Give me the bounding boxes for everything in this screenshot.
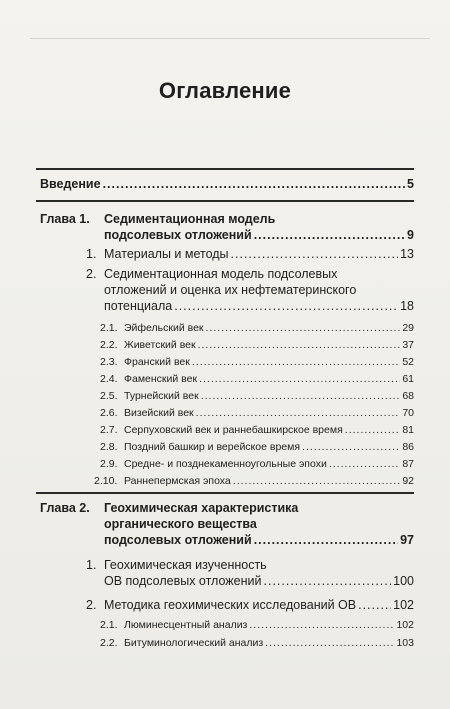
subsection-title: Поздний башкир и верейское время [124,441,301,453]
toc-page-number: 13 [400,247,414,261]
toc-page-number: 92 [402,475,414,487]
dot-leader [231,246,399,262]
separator-chapter1 [36,492,414,494]
dot-leader [264,573,392,589]
dot-leader [329,456,400,472]
subsection-number: 2.7. [100,424,118,436]
subsection-number: 2.1. [100,619,118,631]
toc-page-number: 18 [400,299,414,313]
subsection-title: Живетский век [124,339,196,351]
subsection-title: Эйфельский век [124,322,204,334]
toc-entry-section[interactable] [104,597,414,613]
toc-page-number: 70 [402,407,414,419]
chapter-title: органического вещества [104,517,257,531]
subsection-number: 2.8. [100,441,118,453]
separator-intro [36,200,414,202]
dot-leader [358,597,391,613]
toc-entry-chapter1[interactable] [104,227,414,243]
dot-leader [254,227,405,243]
toc-page-number: 61 [402,373,414,385]
dot-leader [196,405,401,421]
subsection-number: 2.4. [100,373,118,385]
chapter-label: Глава 2. [40,501,90,515]
toc-entry-subsection[interactable] [124,320,414,336]
toc-page-number: 97 [400,533,414,547]
toc-page-number: 37 [402,339,414,351]
section-title: Геохимическая изученность [104,558,267,572]
dot-leader [103,176,405,192]
dot-leader [265,635,394,651]
toc-page-number: 102 [393,598,414,612]
subsection-title: Серпуховский век и раннебашкирское время [124,424,343,436]
toc-entry-subsection[interactable] [124,337,414,353]
subsection-title: Средне- и позднекаменноугольные эпохи [124,458,327,470]
subsection-title: Визейский век [124,407,194,419]
section-number: 2. [86,598,97,612]
subsection-number: 2.5. [100,390,118,402]
toc-entry-subsection[interactable] [124,388,414,404]
dot-leader [192,354,400,370]
chapter-title-line: подсолевых отложений [104,228,252,242]
subsection-number: 2.6. [100,407,118,419]
toc-page-number: 29 [402,322,414,334]
dot-leader [199,371,400,387]
toc-entry-subsection[interactable] [124,473,414,489]
subsection-number: 2.1. [100,322,118,334]
subsection-title: Турнейский век [124,390,199,402]
section-number: 1. [86,247,97,261]
subsection-title: Фаменский век [124,373,198,385]
section-title: отложений и оценка их нефтематеринского [104,283,357,297]
dot-leader [201,388,401,404]
subsection-title: Раннепермская эпоха [124,475,231,487]
toc-page-number: 87 [402,458,414,470]
dot-leader [249,617,394,633]
section-title: ОВ подсолевых отложений [104,574,262,588]
page-title: Оглавление [158,78,292,103]
subsection-title: Франский век [124,356,190,368]
chapter-title-line: подсолевых отложений [104,533,252,547]
section-title: Материалы и методы [104,247,229,261]
dot-leader [174,298,398,314]
subsection-number: 2.9. [100,458,118,470]
toc-entry-subsection[interactable] [124,354,414,370]
toc-page-number: 103 [396,637,414,649]
toc-page-number: 9 [407,228,414,242]
subsection-number: 2.2. [100,637,118,649]
toc-entry-subsection[interactable] [124,422,414,438]
separator-top [36,168,414,170]
toc-entry-subsection[interactable] [124,405,414,421]
dot-leader [206,320,401,336]
dot-leader [302,439,400,455]
toc-entry-section[interactable] [104,298,414,314]
toc-entry-label: Введение [40,177,101,191]
section-title: Методика геохимических исследований ОВ [104,598,357,612]
chapter-title: Седиментационная модель [104,212,276,226]
toc-entry-subsection[interactable] [124,635,414,651]
chapter-label: Глава 1. [40,212,90,226]
section-number: 1. [86,558,97,572]
toc-entry-section[interactable] [104,573,414,589]
dot-leader [233,473,401,489]
toc-page-number: 100 [393,574,414,588]
dot-leader [345,422,401,438]
subsection-number: 2.3. [100,356,118,368]
toc-page-number: 86 [402,441,414,453]
toc-page-number: 52 [402,356,414,368]
toc-page-number: 102 [396,619,414,631]
subsection-title: Люминесцентный анализ [124,619,248,631]
subsection-number: 2.10. [94,475,118,487]
dot-leader [254,532,398,548]
chapter-title: Геохимическая характеристика [104,501,299,515]
toc-entry-intro[interactable] [40,176,414,192]
section-title: потенциала [104,299,173,313]
subsection-number: 2.2. [100,339,118,351]
toc-entry-subsection[interactable] [124,439,414,455]
toc-entry-subsection[interactable] [124,456,414,472]
dot-leader [198,337,401,353]
toc-page-number: 68 [402,390,414,402]
subsection-title: Битуминологический анализ [124,637,264,649]
section-title: Седиментационная модель подсолевых [104,267,338,281]
toc-entry-subsection[interactable] [124,371,414,387]
section-number: 2. [86,267,97,281]
toc-entry-section[interactable] [104,246,414,262]
toc-page-number: 5 [407,177,414,191]
toc-page-number: 81 [402,424,414,436]
toc-entry-subsection[interactable] [124,617,414,633]
header-rule [30,38,430,39]
toc-entry-chapter2[interactable] [104,532,414,548]
